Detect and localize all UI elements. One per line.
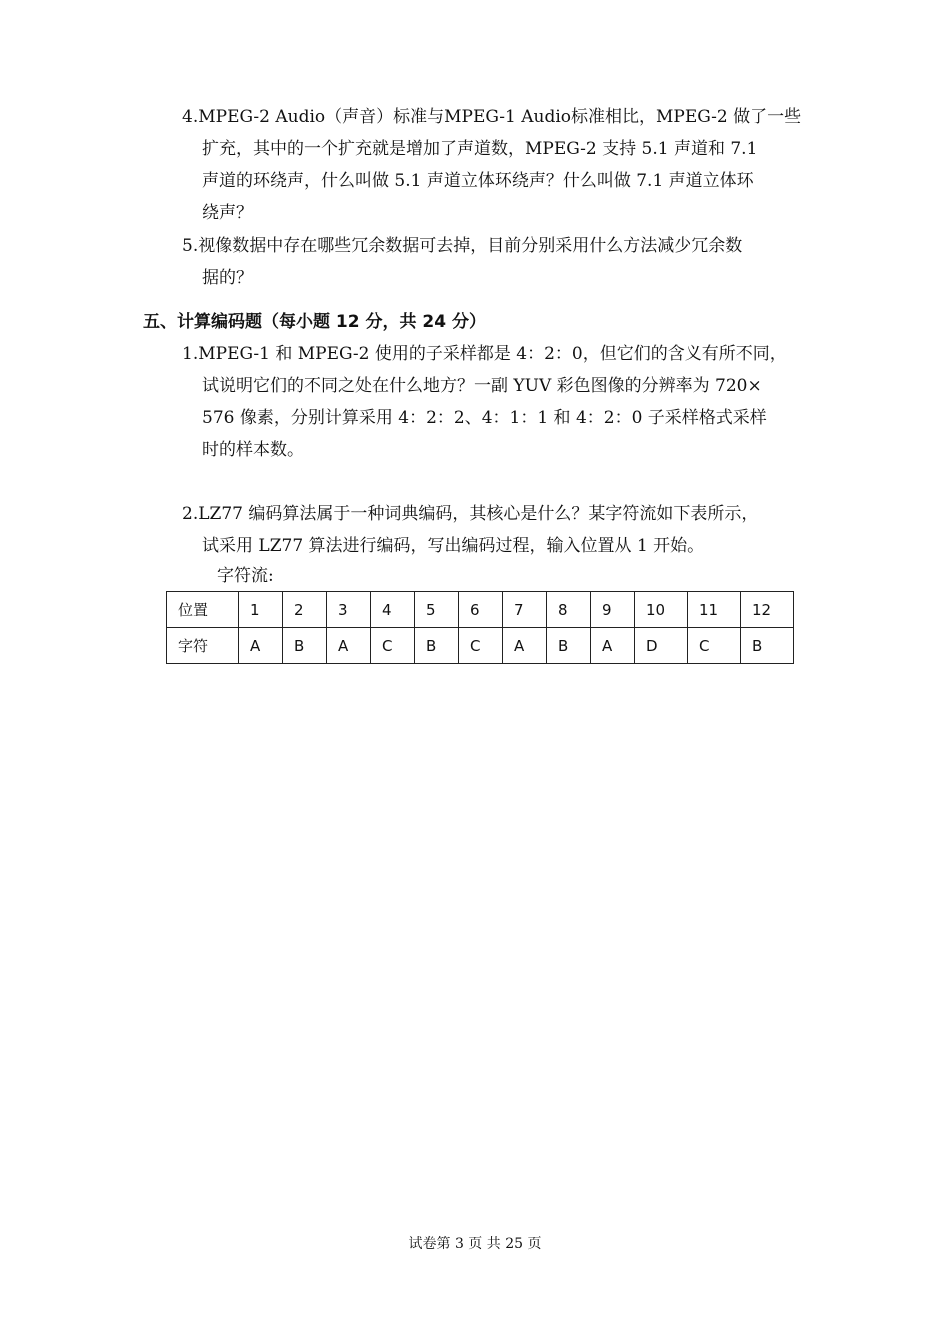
question-number: 2. [182,504,199,524]
table-cell: B [283,628,327,664]
table-cell: B [547,628,591,664]
table-cell: 8 [547,592,591,628]
question-text-line: 扩充，其中的一个扩充就是增加了声道数，MPEG-2 支持 5.1 声道和 7.1 [202,139,758,159]
question-text-line: 576 像素，分别计算采用 4：2：2、4：1：1 和 4：2：0 子采样格式采样 [202,408,767,428]
table-cell: A [503,628,547,664]
table-cell: 4 [371,592,415,628]
table-row-positions [167,592,794,628]
table-cell: 11 [688,592,741,628]
page-footer: 试卷第 3 页 共 25 页 [408,1236,542,1252]
question-number: 1. [182,344,199,364]
question-text-line: 试采用 LZ77 算法进行编码，写出编码过程，输入位置从 1 开始。 [202,536,705,556]
question-text-line: 时的样本数。 [202,440,304,460]
table-cell: D [635,628,688,664]
table-cell: 3 [327,592,371,628]
table-row-characters [167,628,794,664]
table-cell: A [327,628,371,664]
question-5 [182,230,822,294]
row-header-character: 字符 [167,628,239,664]
table-cell: B [415,628,459,664]
table-cell: B [741,628,794,664]
question-text-line: 试说明它们的不同之处在什么地方？一副 YUV 彩色图像的分辨率为 720× [202,376,762,396]
table-cell: A [591,628,635,664]
question-text-line: 据的？ [202,268,253,288]
character-stream-table [166,591,794,664]
table-cell: 1 [239,592,283,628]
table-cell: 5 [415,592,459,628]
question-text-line: LZ77 编码算法属于一种词典编码，其核心是什么？某字符流如下表所示， [198,504,759,524]
table-cell: 10 [635,592,688,628]
question-number: 5. [182,236,199,256]
table-cell: A [239,628,283,664]
question-text-line: 绕声？ [202,203,253,223]
question-number: 4. [182,107,199,127]
stream-label: 字符流: [217,566,274,586]
table-cell: 2 [283,592,327,628]
row-header-position: 位置 [167,592,239,628]
question-text-line: 声道的环绕声，什么叫做 5.1 声道立体环绕声？什么叫做 7.1 声道立体环 [202,171,754,191]
question-text-line: 视像数据中存在哪些冗余数据可去掉，目前分别采用什么方法减少冗余数 [198,236,743,256]
table-cell: C [459,628,503,664]
question-4 [182,101,822,229]
question-5-2 [182,498,822,562]
question-5-1 [182,338,822,466]
question-text-line: MPEG-1 和 MPEG-2 使用的子采样都是 4：2：0，但它们的含义有所不同， [198,344,787,364]
table-cell: 6 [459,592,503,628]
table-cell: C [688,628,741,664]
section-heading: 五、计算编码题（每小题 12 分，共 24 分） [143,312,486,332]
question-text-line: MPEG-2 Audio（声音）标准与MPEG-1 Audio标准相比，MPEG-2 做了一些 [198,107,802,127]
table-cell: 12 [741,592,794,628]
table-cell: C [371,628,415,664]
table-cell: 9 [591,592,635,628]
table-cell: 7 [503,592,547,628]
